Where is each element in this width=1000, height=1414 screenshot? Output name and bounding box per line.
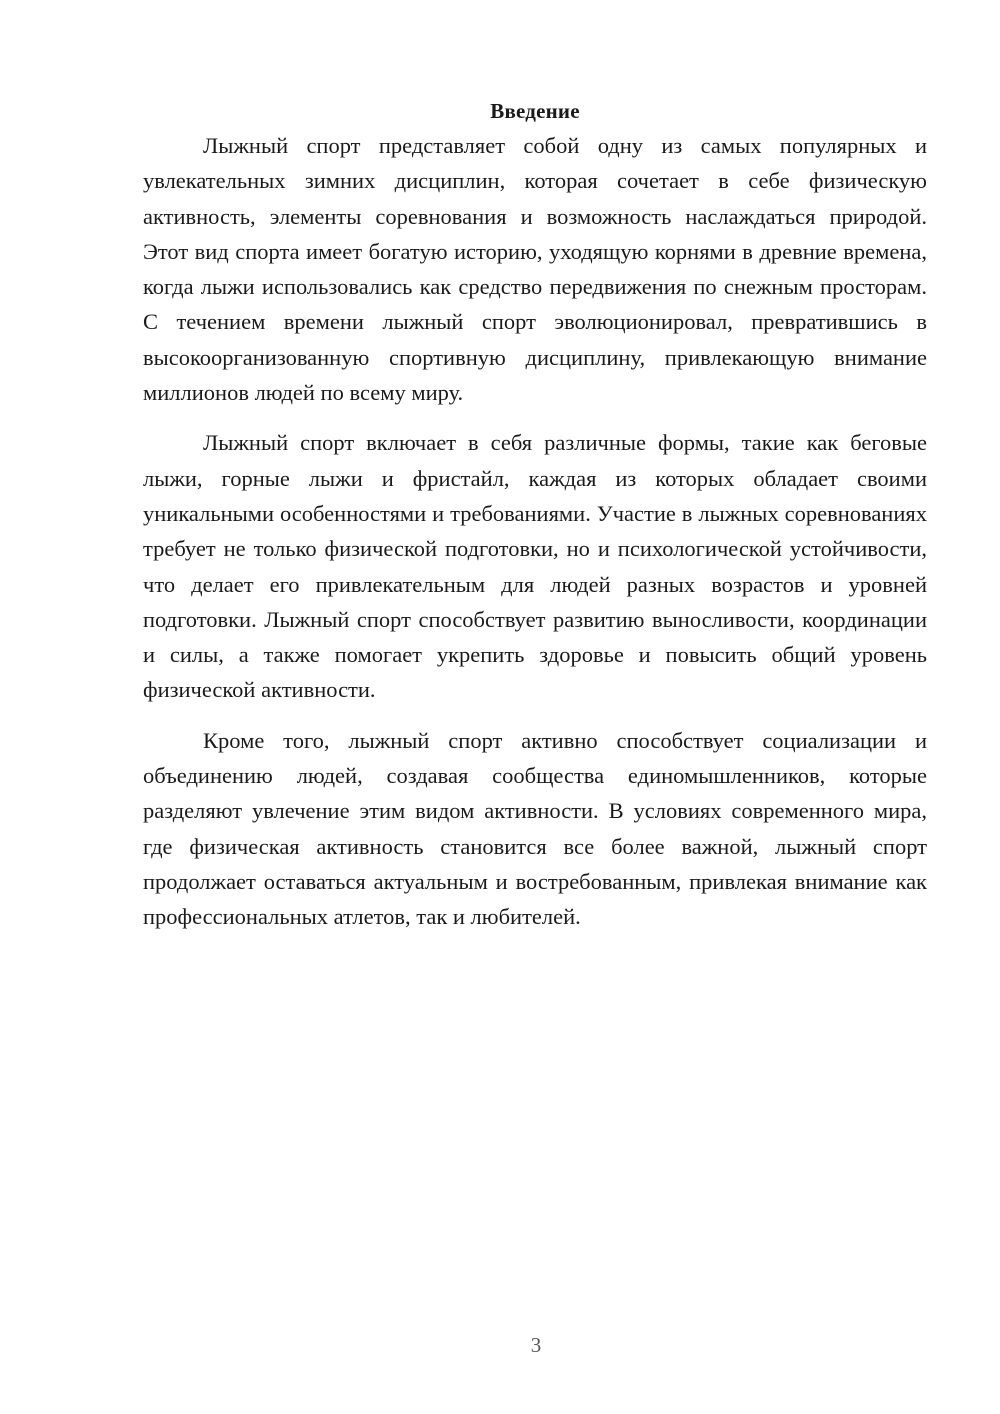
page-content (143, 94, 927, 935)
paragraph-3: Кроме того, лыжный спорт активно способствует социализации и объединению людей, создавая сообщества единомышленников, которые разделяют увлечение этим видом активности. В условиях современного мира, где физическая активность становится все более важной, лыжный спорт продолжает оставаться актуальным и востребованным, привлекая внимание как профессиональных атлетов, так и любителей. (143, 727, 927, 930)
paragraph-1: Лыжный спорт представляет собой одну из самых популярных и увлекательных зимних дисциплин, которая сочетает в себе физическую активность, элементы соревнования и возможность наслаждаться природой. Этот вид спорта имеет богатую историю, уходящую корнями в древние времена, когда лыжи использовались как средство передвижения по снежным просторам. С течением времени лыжный спорт эволюционировал, превратившись в высокоорганизованную спортивную дисциплину, привлекающую внимание миллионов людей по всему миру. (143, 133, 927, 406)
page-number: 3 (530, 1333, 542, 1357)
section-heading: Введение (490, 99, 580, 123)
paragraph-2: Лыжный спорт включает в себя различные формы, такие как беговые лыжи, горные лыжи и фристайл, каждая из которых обладает своими уникальными особенностями и требованиями. Участие в лыжных соревнованиях требует не только физической подготовки, но и психологической устойчивости, что делает его привлекательным для людей разных возрастов и уровней подготовки. Лыжный спорт способствует развитию выносливости, координации и силы, а также помогает укрепить здоровье и повысить общий уровень физической активности. (143, 430, 927, 703)
